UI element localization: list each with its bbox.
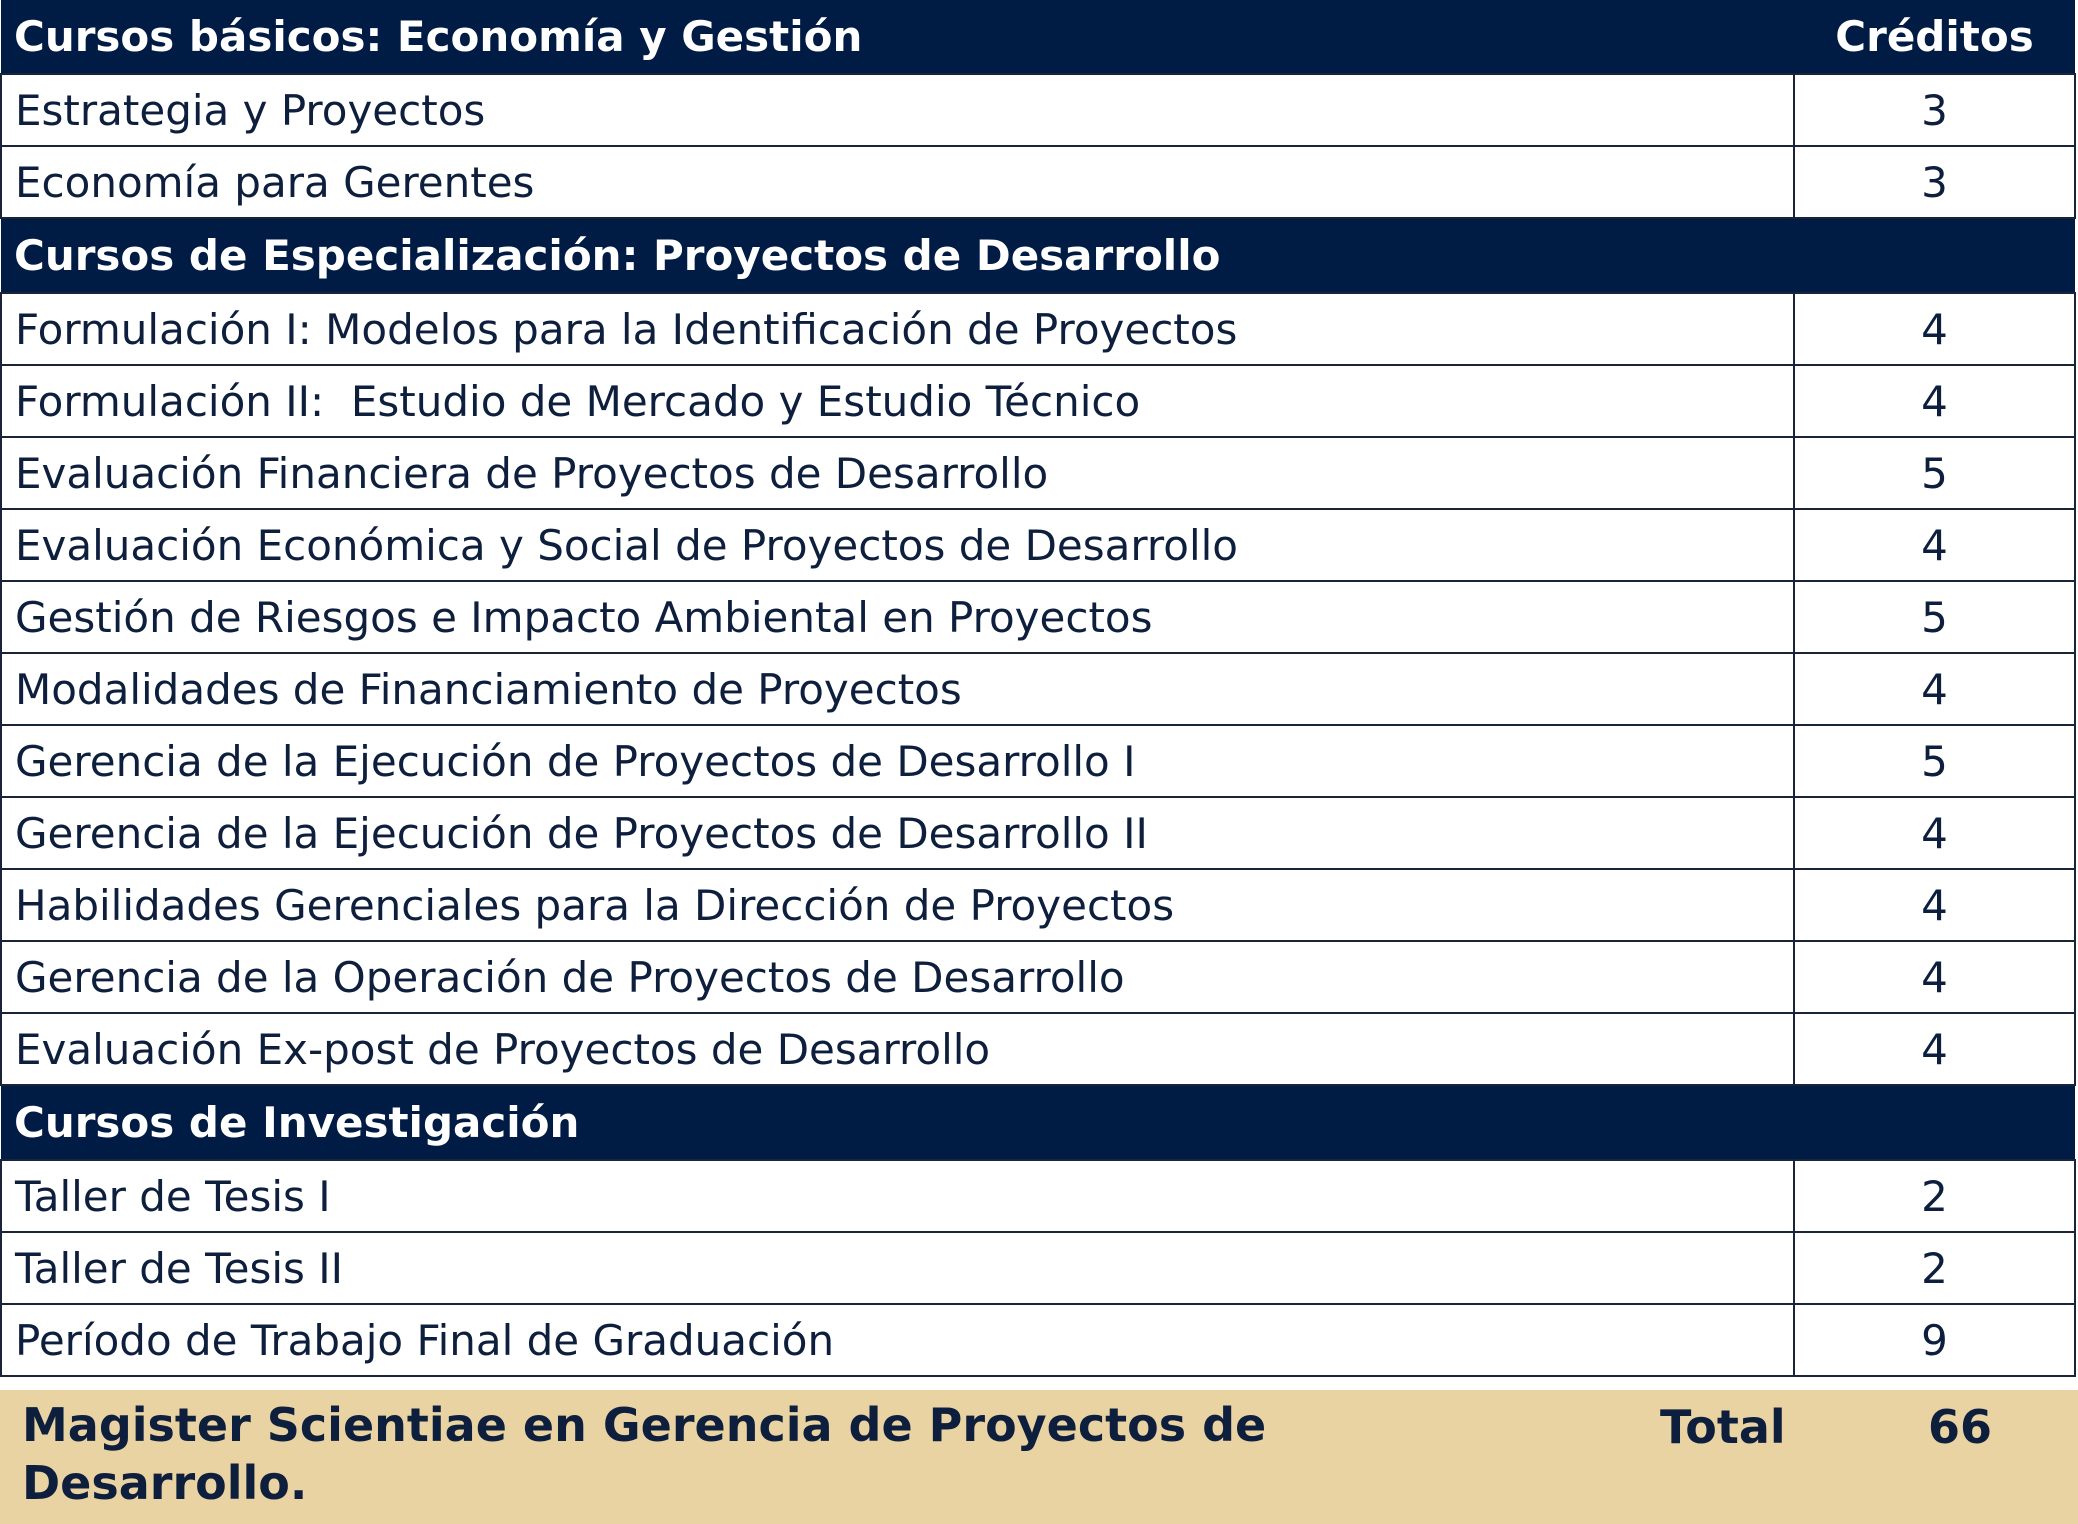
table-header-row xyxy=(1,0,2075,74)
course-credits: 4 xyxy=(1794,509,2075,581)
course-credits: 2 xyxy=(1794,1160,2075,1232)
section-title: Cursos de Especialización: Proyectos de Desarrollo xyxy=(1,218,2075,293)
course-name: Taller de Tesis II xyxy=(1,1232,1794,1304)
course-name: Período de Trabajo Final de Graduación xyxy=(1,1304,1794,1376)
course-credits: 4 xyxy=(1794,941,2075,1013)
course-credits: 4 xyxy=(1794,797,2075,869)
course-credits: 4 xyxy=(1794,293,2075,365)
course-name: Formulación II: Estudio de Mercado y Estudio Técnico xyxy=(1,365,1794,437)
course-credits: 5 xyxy=(1794,725,2075,797)
course-name: Habilidades Gerenciales para la Dirección de Proyectos xyxy=(1,869,1794,941)
table-row xyxy=(1,365,2075,437)
program-name: Magister Scientiae en Gerencia de Proyectos de Desarrollo. xyxy=(22,1398,1267,1510)
table-row xyxy=(1,146,2075,218)
program-total-footer xyxy=(0,1390,2078,1524)
section-header-row xyxy=(1,1085,2075,1160)
course-credits: 9 xyxy=(1794,1304,2075,1376)
course-credits: 4 xyxy=(1794,869,2075,941)
table-row xyxy=(1,437,2075,509)
table-row xyxy=(1,869,2075,941)
course-name: Taller de Tesis I xyxy=(1,1160,1794,1232)
course-name: Formulación I: Modelos para la Identificación de Proyectos xyxy=(1,293,1794,365)
course-name: Economía para Gerentes xyxy=(1,146,1794,218)
section-title: Cursos de Investigación xyxy=(1,1085,2075,1160)
course-name: Gerencia de la Ejecución de Proyectos de Desarrollo I xyxy=(1,725,1794,797)
course-credits: 5 xyxy=(1794,437,2075,509)
table-row xyxy=(1,293,2075,365)
total-credits: 66 xyxy=(1928,1400,1993,1454)
table-row xyxy=(1,74,2075,146)
credits-column-header xyxy=(1794,0,2075,74)
course-name: Gestión de Riesgos e Impacto Ambiental en Proyectos xyxy=(1,581,1794,653)
table-row xyxy=(1,653,2075,725)
total-label: Total xyxy=(1660,1400,1786,1454)
table-row xyxy=(1,1013,2075,1085)
course-name: Evaluación Financiera de Proyectos de Desarrollo xyxy=(1,437,1794,509)
course-name: Evaluación Económica y Social de Proyectos de Desarrollo xyxy=(1,509,1794,581)
credits-column-label: Créditos xyxy=(1835,12,2034,61)
table-row xyxy=(1,797,2075,869)
table-row xyxy=(1,941,2075,1013)
course-credits: 2 xyxy=(1794,1232,2075,1304)
header-title: Cursos básicos: Economía y Gestión xyxy=(1,0,1794,74)
course-credits: 5 xyxy=(1794,581,2075,653)
course-credits: 4 xyxy=(1794,365,2075,437)
course-name: Gerencia de la Ejecución de Proyectos de Desarrollo II xyxy=(1,797,1794,869)
course-name: Modalidades de Financiamiento de Proyectos xyxy=(1,653,1794,725)
course-credits: 4 xyxy=(1794,653,2075,725)
table-row xyxy=(1,581,2075,653)
table-row xyxy=(1,725,2075,797)
table-row xyxy=(1,1232,2075,1304)
course-credits: 4 xyxy=(1794,1013,2075,1085)
course-credits: 3 xyxy=(1794,74,2075,146)
table-row xyxy=(1,509,2075,581)
course-name: Estrategia y Proyectos xyxy=(1,74,1794,146)
course-credits: 3 xyxy=(1794,146,2075,218)
course-name: Gerencia de la Operación de Proyectos de Desarrollo xyxy=(1,941,1794,1013)
course-name: Evaluación Ex-post de Proyectos de Desarrollo xyxy=(1,1013,1794,1085)
table-row xyxy=(1,1160,2075,1232)
table-row xyxy=(1,1304,2075,1376)
section-header-row xyxy=(1,218,2075,293)
